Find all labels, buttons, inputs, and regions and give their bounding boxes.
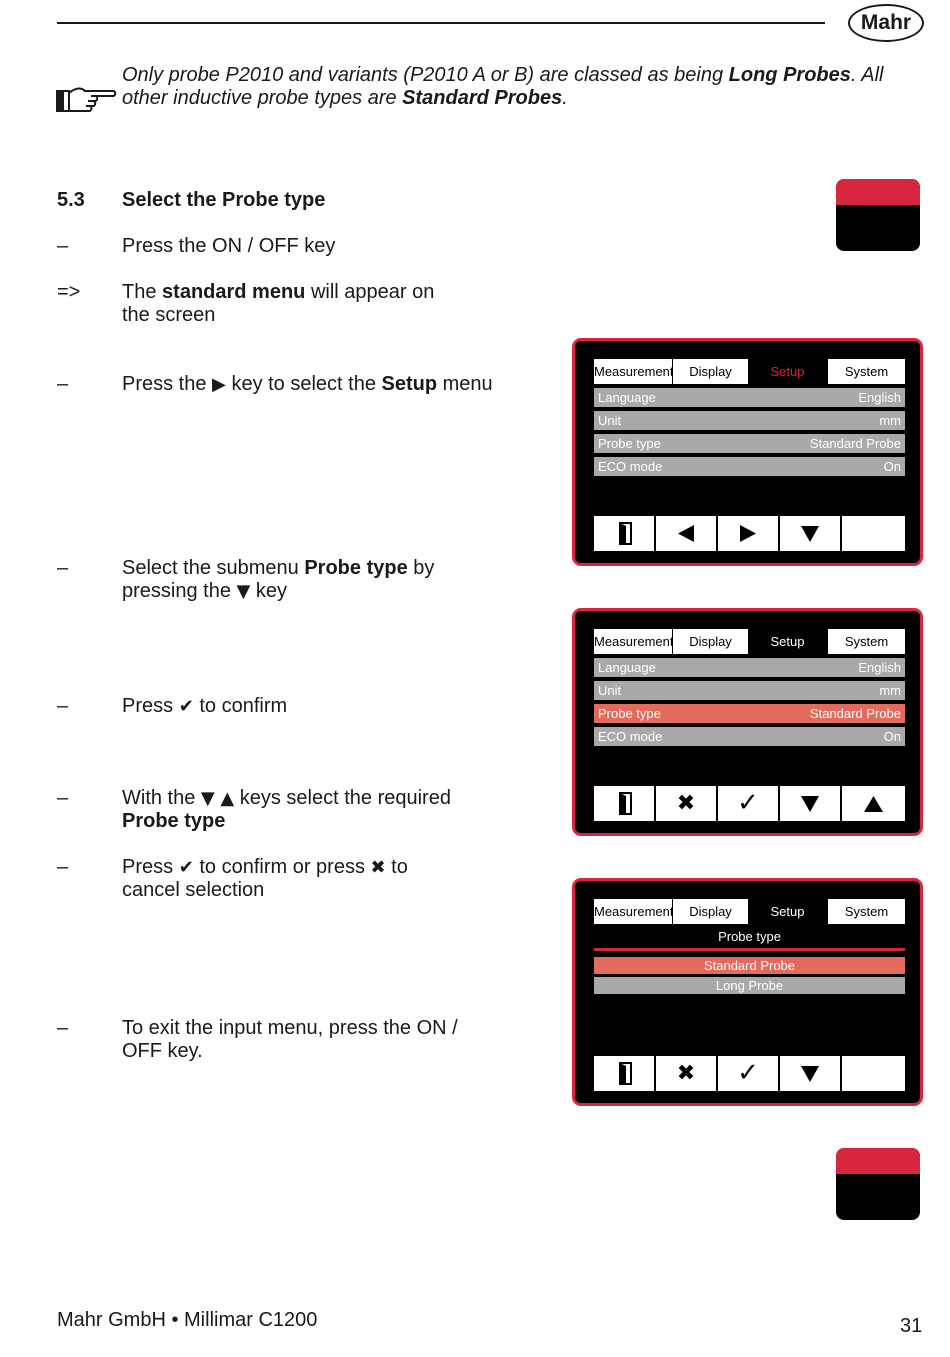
chapter-tab	[836, 1148, 920, 1220]
menu-row-eco-mode[interactable]: ECO mode On	[594, 457, 905, 476]
confirm-icon: ✓	[737, 788, 759, 818]
tab-setup[interactable]: Setup	[750, 629, 825, 654]
tab-display[interactable]: Display	[673, 899, 748, 924]
device-screen-probe-row	[572, 608, 923, 836]
blank-key[interactable]	[842, 516, 905, 551]
check-icon: ✔	[178, 857, 194, 878]
step-press-on-off: Press the ON / OFF key	[122, 235, 336, 257]
cross-icon: ✖	[370, 857, 386, 878]
cancel-key[interactable]	[656, 1056, 716, 1091]
step-marker: –	[57, 235, 69, 257]
tab-display[interactable]: Display	[673, 359, 748, 384]
header-rule	[57, 22, 825, 24]
menu-row-language[interactable]: Language English	[594, 388, 905, 407]
exit-key[interactable]	[594, 516, 654, 551]
step-select-setup: Press the ▶ key to select the Setup menu	[122, 373, 493, 395]
right-triangle-icon: ▶	[212, 374, 226, 395]
down-key[interactable]	[780, 786, 840, 821]
submenu-divider	[594, 948, 905, 951]
device-screen-probe-submenu	[572, 878, 923, 1106]
step-select-probe-type: Select the submenu Probe type by pressing the ▼ key	[122, 557, 435, 602]
exit-icon	[594, 1056, 654, 1091]
result-marker: =>	[57, 281, 81, 303]
tab-setup[interactable]: Setup	[750, 899, 825, 924]
confirm-key[interactable]	[718, 1056, 778, 1091]
down-arrow-icon	[780, 786, 840, 821]
step-confirm: Press ✔ to confirm	[122, 695, 288, 717]
probe-note: Only probe P2010 and variants (P2010 A or B) are classed as being Long Probes. All other inductive probe types are Standard Probes.	[122, 64, 884, 109]
footer-text: Mahr GmbH • Millimar C1200	[57, 1309, 318, 1331]
down-arrow-icon	[780, 516, 840, 551]
tab-measurement[interactable]: Measurement	[594, 629, 672, 654]
tab-system[interactable]: System	[828, 359, 905, 384]
exit-icon	[594, 786, 654, 821]
cancel-icon: ✖	[676, 791, 696, 816]
device-screen-setup	[572, 338, 923, 566]
exit-key[interactable]	[594, 786, 654, 821]
cancel-key[interactable]	[656, 786, 716, 821]
step-confirm-or-cancel: Press ✔ to confirm or press ✖ to cancel selection	[122, 856, 408, 901]
step-marker: –	[57, 373, 69, 395]
tab-setup[interactable]: Setup	[750, 359, 825, 384]
right-key[interactable]	[718, 516, 778, 551]
down-arrow-icon	[780, 1056, 840, 1091]
tab-system[interactable]: System	[828, 629, 905, 654]
page-number: 31	[900, 1315, 923, 1337]
menu-row-unit[interactable]: Unit mm	[594, 411, 905, 430]
exit-key[interactable]	[594, 1056, 654, 1091]
section-title: Select the Probe type	[122, 189, 326, 211]
down-triangle-icon: ▼	[200, 788, 215, 809]
step-select-required: With the ▼ ▲ keys select the required Probe type	[122, 787, 451, 832]
step-marker: –	[57, 695, 69, 717]
down-key[interactable]	[780, 516, 840, 551]
up-arrow-icon	[842, 786, 905, 821]
exit-icon	[594, 516, 654, 551]
option-standard-probe[interactable]: Standard Probe	[594, 957, 905, 974]
left-key[interactable]	[656, 516, 716, 551]
menu-row-unit[interactable]: Unit mm	[594, 681, 905, 700]
step-marker: –	[57, 1017, 69, 1039]
tab-system[interactable]: System	[828, 899, 905, 924]
step-marker: –	[57, 856, 69, 878]
check-icon: ✔	[178, 696, 194, 717]
confirm-key[interactable]	[718, 786, 778, 821]
up-key[interactable]	[842, 786, 905, 821]
chapter-tab	[836, 179, 920, 251]
down-triangle-icon: ▼	[236, 581, 251, 602]
section-number: 5.3	[57, 189, 85, 211]
step-marker: –	[57, 557, 69, 579]
blank-key[interactable]	[842, 1056, 905, 1091]
menu-row-eco-mode[interactable]: ECO mode On	[594, 727, 905, 746]
left-arrow-icon	[656, 516, 716, 551]
cancel-icon: ✖	[676, 1061, 696, 1086]
step-standard-menu: The standard menu will appear on the screen	[122, 281, 435, 326]
tab-measurement[interactable]: Measurement	[594, 359, 672, 384]
option-long-probe[interactable]: Long Probe	[594, 977, 905, 994]
step-exit: To exit the input menu, press the ON / OFF key.	[122, 1017, 458, 1062]
up-triangle-icon: ▲	[220, 788, 235, 809]
tab-measurement[interactable]: Measurement	[594, 899, 672, 924]
mahr-logo: Mahr	[848, 4, 924, 42]
menu-row-probe-type[interactable]: Probe type Standard Probe	[594, 434, 905, 453]
menu-row-language[interactable]: Language English	[594, 658, 905, 677]
menu-row-probe-type-selected[interactable]: Probe type Standard Probe	[594, 704, 905, 723]
down-key[interactable]	[780, 1056, 840, 1091]
submenu-title: Probe type	[718, 929, 781, 944]
confirm-icon: ✓	[737, 1058, 759, 1088]
pointing-hand-icon	[55, 82, 117, 118]
right-arrow-icon	[718, 516, 778, 551]
tab-display[interactable]: Display	[673, 629, 748, 654]
step-marker: –	[57, 787, 69, 809]
